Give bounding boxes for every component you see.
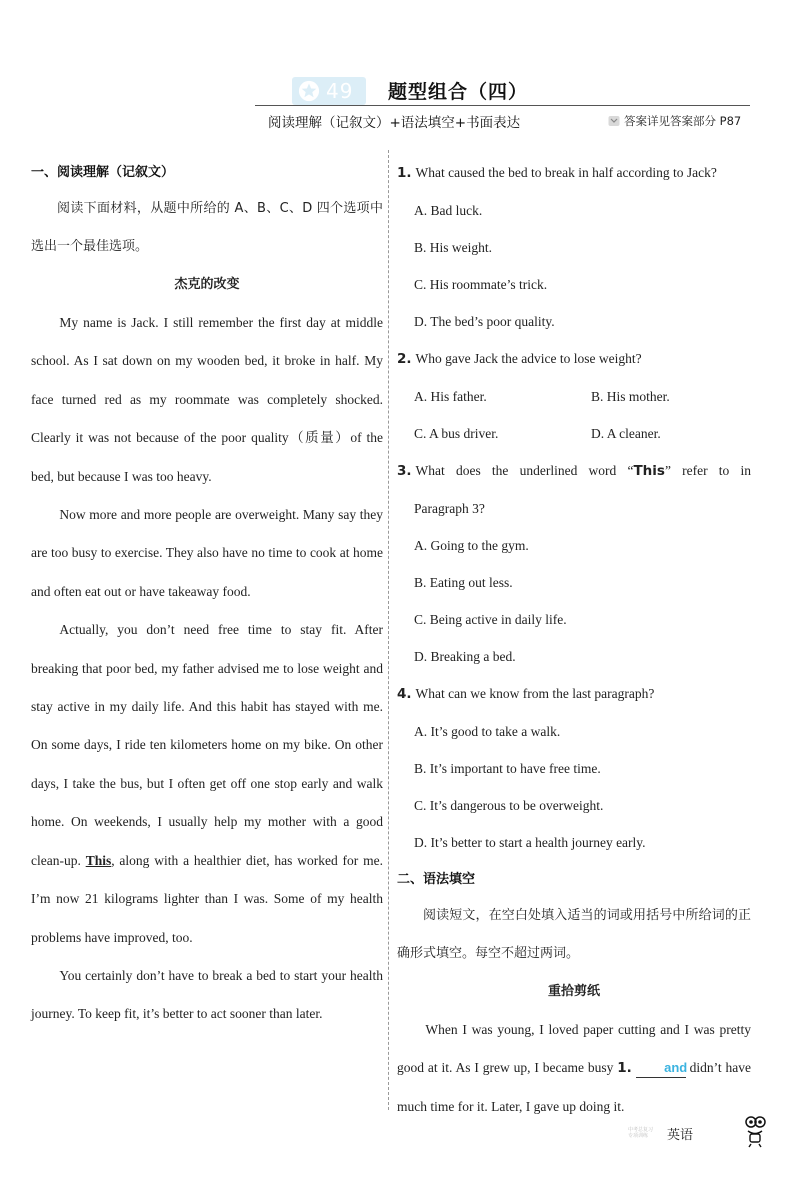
option-row (397, 415, 751, 452)
right-column (397, 160, 751, 1126)
book-icon (608, 115, 620, 127)
star-icon (298, 80, 320, 102)
question-text: What can we know from the last paragraph? (415, 686, 655, 701)
footer-subject: 英语 (667, 1128, 694, 1143)
answer-blank[interactable]: and (636, 1059, 686, 1078)
question-number: 4. (397, 686, 412, 702)
question-text: ” refer to in (664, 463, 751, 478)
option[interactable]: A. It’s good to take a walk. (414, 724, 561, 739)
section-heading: 一、阅读理解（记叙文） (31, 165, 175, 180)
page-title: 题型组合（四） (388, 81, 529, 103)
mascot-icon (742, 1114, 768, 1148)
option[interactable]: A. Going to the gym. (414, 538, 529, 553)
footer-tag (628, 1127, 660, 1139)
question (397, 340, 751, 378)
option[interactable]: A. His father. (414, 389, 487, 404)
option[interactable]: B. It’s important to have free time. (414, 761, 601, 776)
passage-paragraph: You certainly don’t have to break a bed to start your health journey. To keep fit, it’s better to act sooner than later. (31, 967, 383, 1022)
question-number: 3. (397, 463, 412, 479)
answer-note-text: 答案详见答案部分 P87 (624, 114, 742, 128)
option[interactable]: C. It’s dangerous to be overweight. (414, 798, 604, 813)
question-keyword: This (633, 463, 665, 479)
left-column (31, 160, 383, 1034)
paragraph-text: didn’t have much time for it. Later, I gave up doing it. (397, 1060, 752, 1114)
option[interactable]: B. Eating out less. (414, 575, 513, 590)
option[interactable]: C. His roommate’s trick. (414, 277, 548, 292)
passage-paragraph: My name is Jack. I still remember the first day at middle school. As I sat down on my wooden bed, it broke in half. My face turned red as my roommate was completely shocked. Clearly it was not because of the poor quality（质量）of the bed, but because I was too heavy. (31, 315, 383, 484)
instruction: 阅读下面材料，从题中所给的 A、B、C、D 四个选项中选出一个最佳选项。 (31, 201, 383, 254)
page-subtitle: 阅读理解（记叙文）+语法填空+书面表达 (268, 115, 521, 131)
question-number: 2. (397, 351, 412, 367)
paragraph-text: , along with a healthier diet, has worked for me. I’m now 21 kilograms lighter than I was. Some of my health problems have improved, too. (31, 852, 383, 945)
question-text: What caused the bed to break in half according to Jack? (415, 165, 717, 180)
blank-number: 1. (617, 1060, 632, 1077)
question-text: Who gave Jack the advice to lose weight? (415, 351, 642, 366)
footer-tag-line: 中考总复习 (628, 1127, 654, 1133)
option[interactable]: C. Being active in daily life. (414, 612, 567, 627)
header-rule (255, 105, 750, 106)
unit-badge (292, 77, 366, 105)
option[interactable]: D. It’s better to start a health journey early. (414, 835, 646, 850)
passage-paragraph: Now more and more people are overweight. Many say they are too busy to exercise. They also have no time to cook at home and often eat out or have takeaway food. (31, 507, 383, 599)
option[interactable]: B. His mother. (591, 389, 670, 404)
paragraph-text: Actually, you don’t need free time to stay fit. After breaking that poor bed, my father advised me to lose weight and stay active in my daily life. And this habit has stayed with me. On some days, I ride ten kilometers home on my bike. On other days, I take the bus, but I often get off one stop early and walk home. On weekends, I usually help my mother with a good clean-up. (31, 622, 383, 868)
option[interactable]: A. Bad luck. (414, 203, 483, 218)
passage-title: 重拾剪纸 (547, 984, 600, 999)
badge-number: 49 (326, 79, 354, 103)
column-divider (388, 150, 389, 1110)
footer-tag-line: 专项训练 (628, 1133, 649, 1139)
underlined-word: This (85, 852, 112, 868)
paragraph-text: When I was young, I loved paper cutting and I was pretty good at it. As I grew up, I became busy (397, 1022, 751, 1076)
option-row (397, 378, 751, 415)
passage-title: 杰克的改变 (174, 277, 240, 292)
question (397, 154, 751, 192)
option[interactable]: C. A bus driver. (414, 426, 499, 441)
question-number: 1. (397, 165, 412, 181)
question (397, 452, 751, 490)
instruction: 阅读短文，在空白处填入适当的词或用括号中所给词的正确形式填空。每空不超过两词。 (397, 908, 751, 961)
passage-paragraph (31, 611, 383, 957)
option[interactable]: B. His weight. (414, 240, 493, 255)
option[interactable]: D. A cleaner. (591, 426, 661, 441)
answer-note (608, 113, 741, 129)
question-continued: Paragraph 3? (414, 501, 485, 516)
question-text: What does the underlined word “ (415, 463, 634, 478)
option[interactable]: D. The bed’s poor quality. (414, 314, 555, 329)
question (397, 675, 751, 713)
option[interactable]: D. Breaking a bed. (414, 649, 516, 664)
section-heading: 二、语法填空 (397, 872, 476, 887)
passage-paragraph (397, 1011, 751, 1126)
